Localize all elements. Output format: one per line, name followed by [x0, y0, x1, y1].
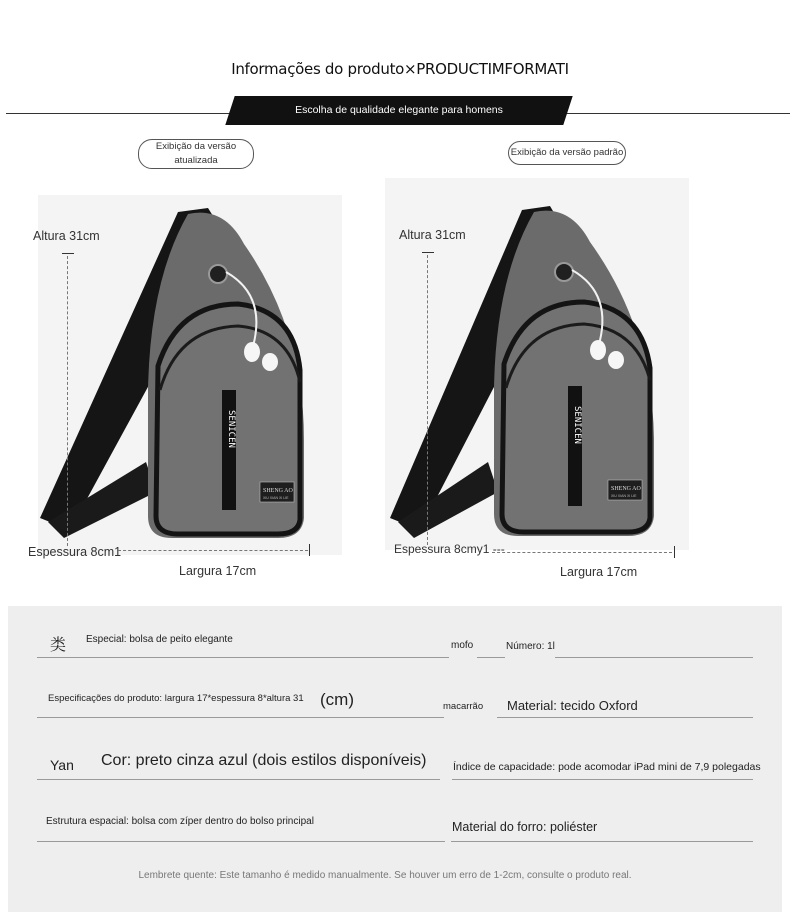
width-tick-left — [309, 544, 310, 556]
spec-capacity: Índice de capacidade: pode acomodar iPad mini de 7,9 polegadas — [453, 761, 761, 773]
spec-rule — [37, 779, 440, 780]
brand-patch-subtext: XIU XIAN XI LIE — [611, 494, 637, 498]
height-label-left: Altura 31cm — [33, 229, 100, 243]
height-line-left — [67, 256, 68, 546]
spec-color: Cor: preto cinza azul (dois estilos disponíveis) — [101, 752, 427, 769]
spec-rule — [37, 717, 444, 718]
spec-lining: Material do forro: poliéster — [452, 820, 598, 834]
zipper-tag-text: SENICEN — [226, 410, 236, 448]
version-label-standard — [508, 141, 626, 165]
spec-color-prefix: Yan — [50, 757, 74, 773]
spec-rule — [37, 657, 449, 658]
spec-rule — [555, 657, 753, 658]
spec-rule — [477, 657, 505, 658]
earphone-right — [262, 353, 278, 371]
headphone-port — [209, 265, 227, 283]
height-line-right — [427, 255, 428, 545]
width-tick-right — [674, 546, 675, 558]
width-label-right: Largura 17cm — [560, 565, 638, 579]
spec-number-prefix: mofo — [451, 640, 474, 651]
spec-rule — [451, 841, 753, 842]
width-label-left: Largura 17cm — [179, 564, 257, 578]
page-title: Informações do produto×PRODUCTIMFORMATI — [231, 60, 569, 78]
height-tick-left — [62, 253, 74, 254]
product-photo-left — [38, 200, 338, 545]
brand-patch-text: SHENG AO — [263, 488, 293, 494]
earphone-left — [590, 340, 606, 360]
header-banner-text: Escolha de qualidade elegante para homens — [295, 104, 503, 116]
height-tick-right — [422, 252, 434, 253]
spec-category: Especial: bolsa de peito elegante — [86, 634, 233, 645]
spec-number: Número: 1l — [506, 641, 555, 652]
version-label-upgraded — [138, 139, 254, 169]
zipper-tag — [568, 386, 582, 506]
thickness-label-right: Espessura 8cmy1 --- — [394, 542, 505, 556]
version-label-upgraded-text: Exibição da versão atualizada — [155, 141, 237, 166]
measurement-note: Lembrete quente: Este tamanho é medido manualmente. Se houver um erro de 1-2cm, consulte o produto real. — [138, 870, 632, 881]
height-label-right: Altura 31cm — [399, 228, 466, 242]
spec-rule — [452, 779, 753, 780]
zipper-tag-text: SENICEN — [572, 406, 582, 444]
width-line-right — [492, 552, 672, 553]
brand-patch-text: SHENG AO — [611, 486, 641, 492]
spec-rule — [37, 841, 445, 842]
spec-material-prefix: macarrão — [443, 701, 484, 712]
brand-patch-subtext: XIU XIAN XI LIE — [263, 496, 289, 500]
earphone-right — [608, 351, 624, 369]
spec-category-prefix: 类 — [50, 637, 67, 654]
thickness-label-left: Espessura 8cm1 — [28, 545, 122, 559]
zipper-tag — [222, 390, 236, 510]
earphone-left — [244, 342, 260, 362]
headphone-port — [555, 263, 573, 281]
width-line-left — [118, 550, 308, 551]
spec-dimensions-unit: (cm) — [320, 690, 354, 709]
spec-material: Material: tecido Oxford — [507, 698, 638, 713]
spec-structure: Estrutura espacial: bolsa com zíper dentro do bolso principal — [46, 816, 314, 827]
spec-rule — [497, 717, 753, 718]
version-label-standard-text: Exibição da versão padrão — [510, 147, 624, 158]
spec-dimensions: Especificações do produto: largura 17*espessura 8*altura 31 — [48, 693, 304, 704]
